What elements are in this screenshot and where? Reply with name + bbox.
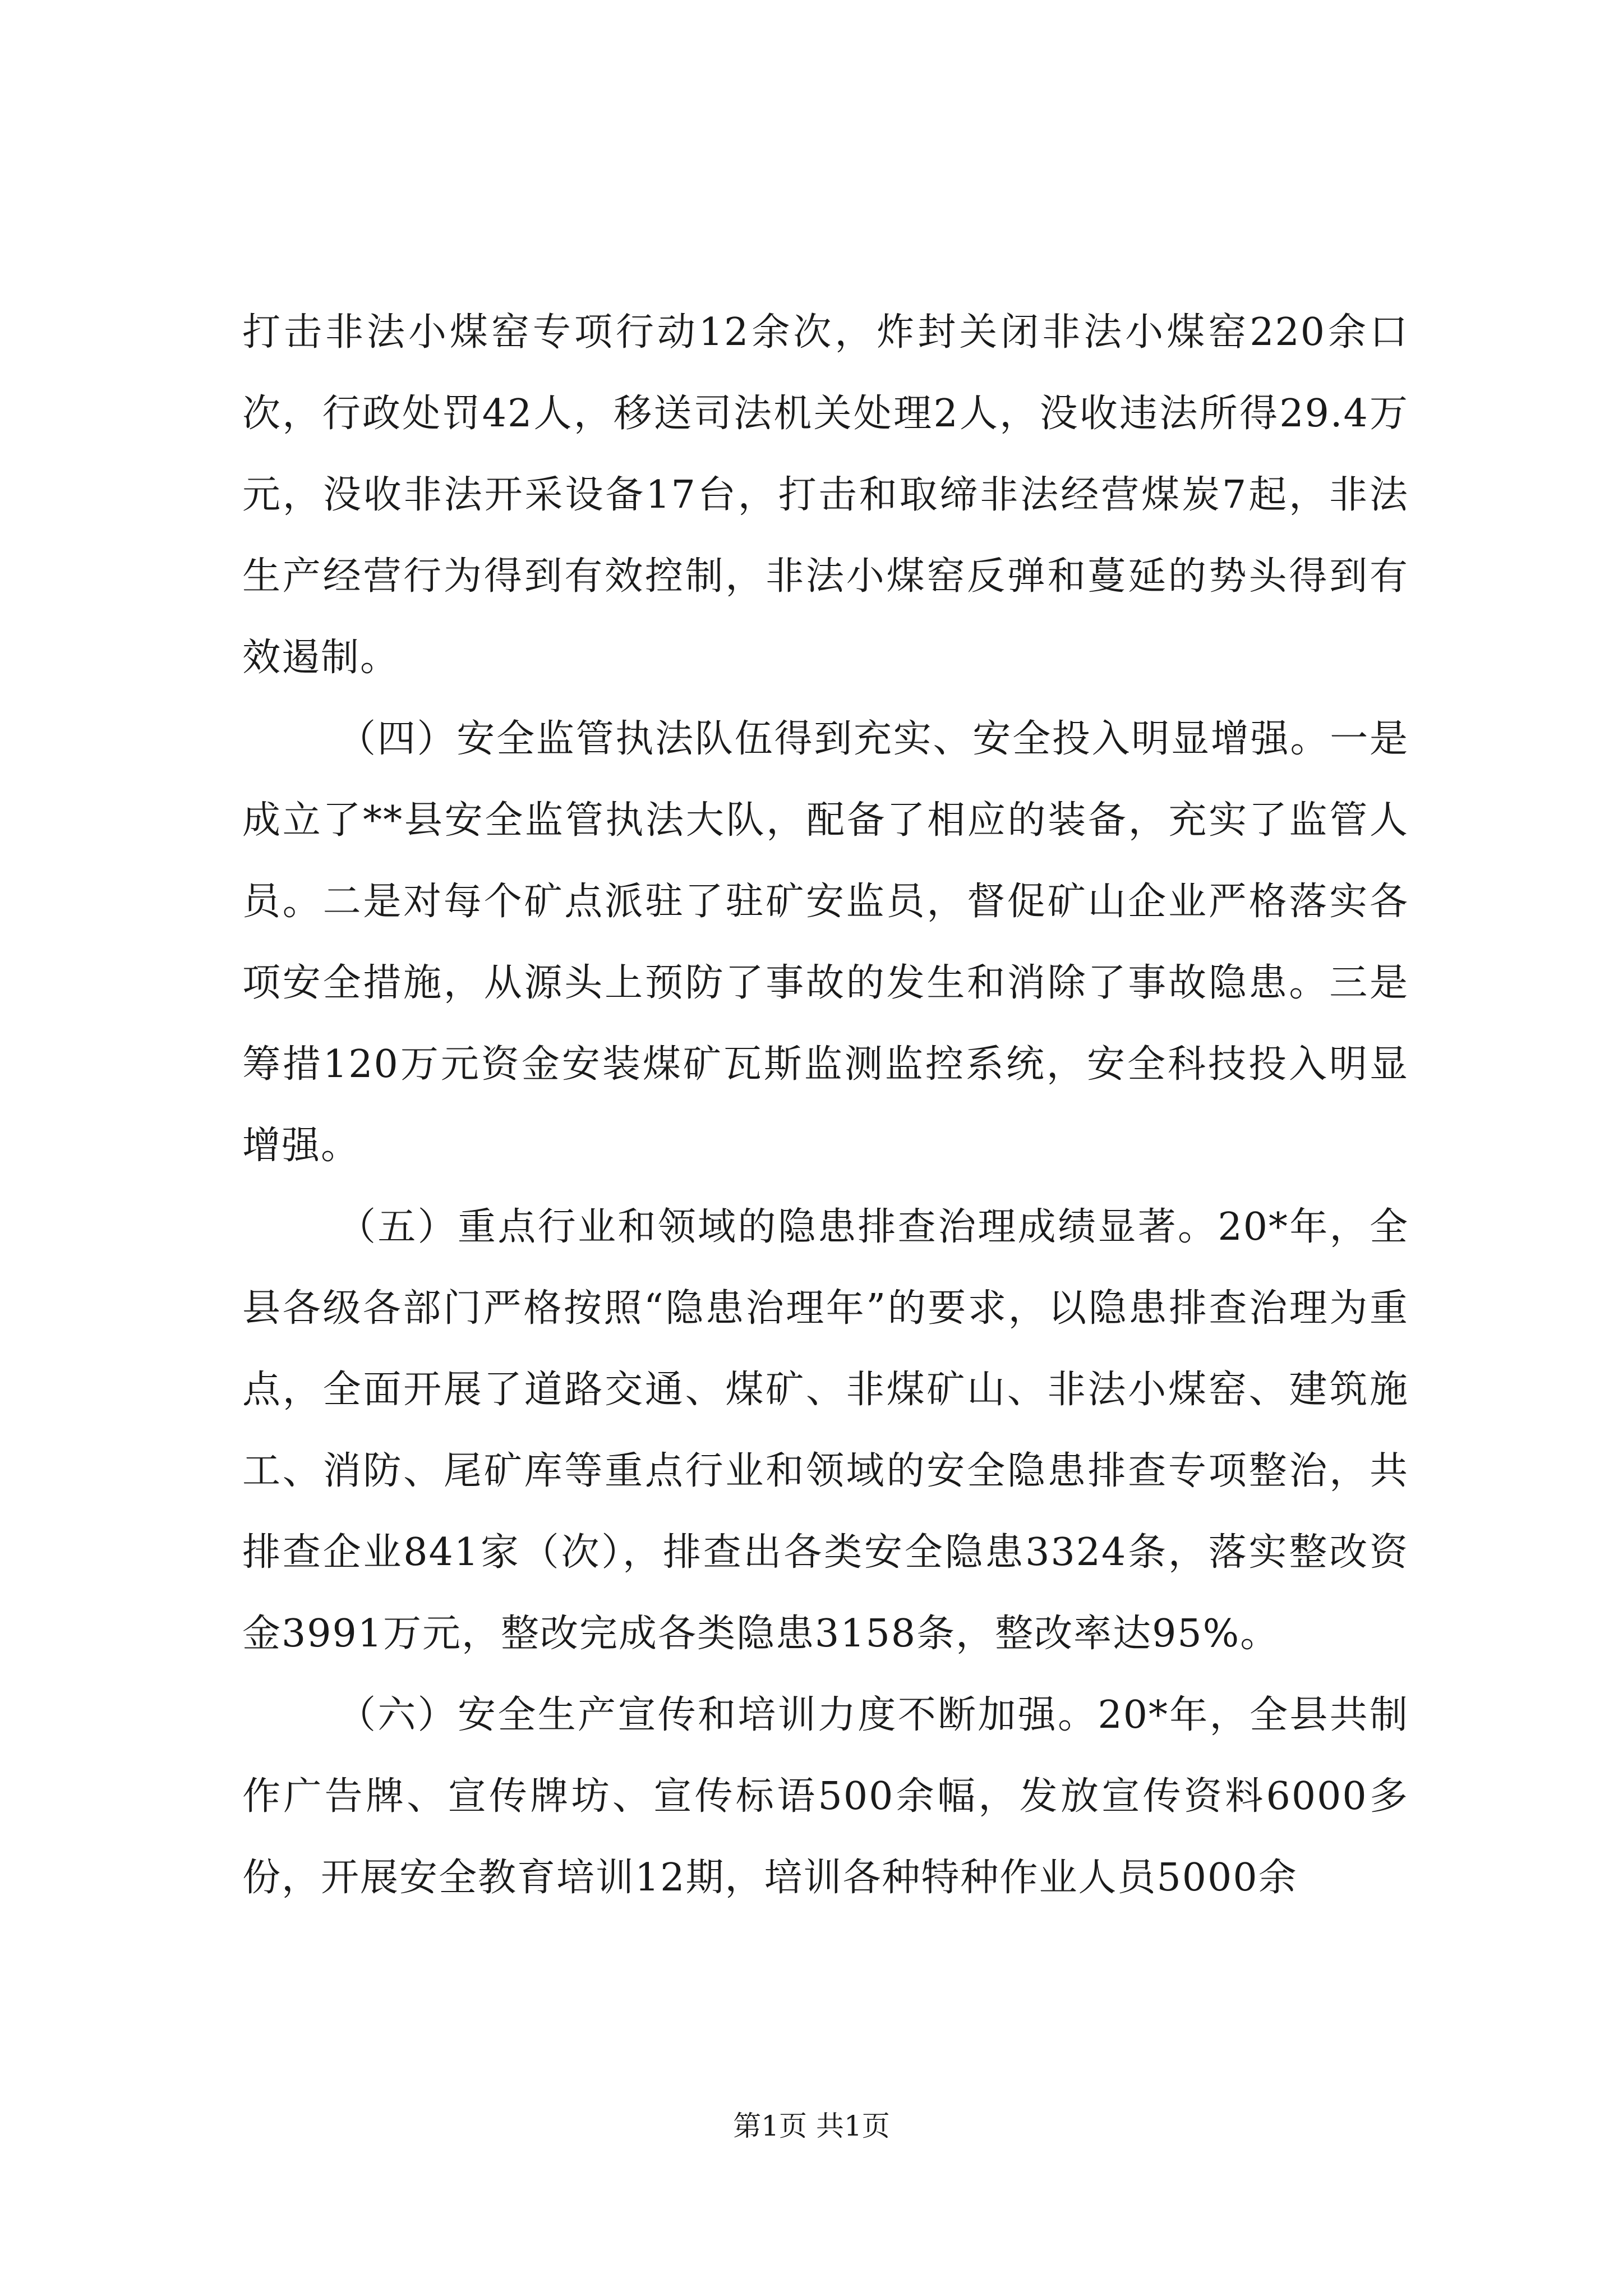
paragraph-section-6-training: （六）安全生产宣传和培训力度不断加强。20*年，全县共制作广告牌、宣传牌坊、宣传标语500余幅，发放宣传资料6000多份，开展安全教育培训12期，培训各种特种作业人员5000余 [242,1693,1409,1900]
paragraph-coal-mine-crackdown: 打击非法小煤窑专项行动12余次，炸封关闭非法小煤窑220余口次，行政处罚42人，移送司法机关处理2人，没收违法所得29.4万元，没收非法开采设备17台，打击和取缔非法经营煤炭7起，非法生产经营行为得到有效控制，非法小煤窑反弹和蔓延的势头得到有效遏制。 [242,310,1409,680]
document-body [242,292,1409,1918]
paragraph-section-5-hazard-inspection: （五）重点行业和领域的隐患排查治理成绩显著。20*年，全县各级各部门严格按照“隐患治理年”的要求，以隐患排查治理为重点，全面开展了道路交通、煤矿、非煤矿山、非法小煤窑、建筑施工、消防、尾矿库等重点行业和领域的安全隐患排查专项整治，共排查企业841家（次），排查出各类安全隐患3324条，落实整改资金3991万元，整改完成各类隐患3158条，整改率达95%。 [242,1205,1409,1656]
page-number-footer: 第1页 共1页 [733,2110,890,2142]
paragraph-section-4-enforcement: （四）安全监管执法队伍得到充实、安全投入明显增强。一是成立了**县安全监管执法大队，配备了相应的装备，充实了监管人员。二是对每个矿点派驻了驻矿安监员，督促矿山企业严格落实各项安全措施，从源头上预防了事故的发生和消除了事故隐患。三是筹措120万元资金安装煤矿瓦斯监测监控系统，安全科技投入明显增强。 [242,717,1409,1168]
